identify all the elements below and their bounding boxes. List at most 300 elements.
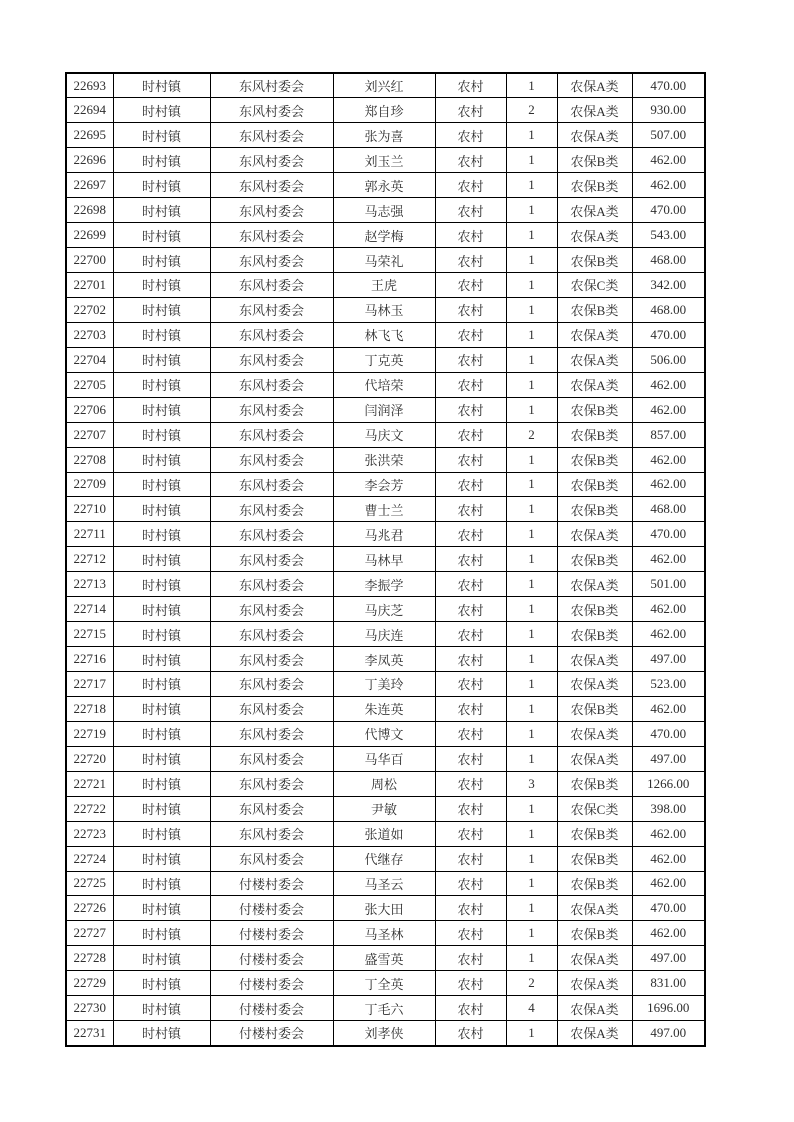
cell-person-name: 尹敏 [333, 796, 435, 821]
cell-record-id: 22723 [66, 821, 113, 846]
cell-person-name: 代培荣 [333, 372, 435, 397]
cell-person-count: 1 [506, 572, 557, 597]
cell-town: 时村镇 [113, 148, 210, 173]
cell-town: 时村镇 [113, 871, 210, 896]
cell-amount: 470.00 [632, 896, 705, 921]
cell-residence-type: 农村 [435, 173, 506, 198]
cell-insurance-category: 农保A类 [557, 946, 632, 971]
cell-person-name: 周松 [333, 771, 435, 796]
cell-town: 时村镇 [113, 297, 210, 322]
cell-amount: 462.00 [632, 821, 705, 846]
cell-residence-type: 农村 [435, 871, 506, 896]
cell-record-id: 22715 [66, 622, 113, 647]
cell-town: 时村镇 [113, 821, 210, 846]
cell-village-committee: 东风村委会 [210, 372, 333, 397]
cell-record-id: 22701 [66, 273, 113, 298]
cell-person-name: 李会芳 [333, 472, 435, 497]
cell-person-count: 1 [506, 921, 557, 946]
cell-village-committee: 东风村委会 [210, 846, 333, 871]
cell-insurance-category: 农保A类 [557, 672, 632, 697]
cell-insurance-category: 农保A类 [557, 198, 632, 223]
cell-town: 时村镇 [113, 422, 210, 447]
cell-person-count: 1 [506, 397, 557, 422]
cell-village-committee: 东风村委会 [210, 397, 333, 422]
cell-record-id: 22731 [66, 1021, 113, 1046]
cell-town: 时村镇 [113, 273, 210, 298]
cell-town: 时村镇 [113, 946, 210, 971]
cell-person-name: 张为喜 [333, 123, 435, 148]
cell-record-id: 22705 [66, 372, 113, 397]
cell-record-id: 22708 [66, 447, 113, 472]
cell-residence-type: 农村 [435, 921, 506, 946]
cell-insurance-category: 农保B类 [557, 497, 632, 522]
cell-person-count: 1 [506, 148, 557, 173]
cell-residence-type: 农村 [435, 522, 506, 547]
cell-person-count: 1 [506, 946, 557, 971]
cell-record-id: 22711 [66, 522, 113, 547]
cell-residence-type: 农村 [435, 248, 506, 273]
cell-residence-type: 农村 [435, 347, 506, 372]
cell-residence-type: 农村 [435, 771, 506, 796]
table-row [66, 347, 705, 372]
cell-person-name: 代继存 [333, 846, 435, 871]
table-row [66, 273, 705, 298]
cell-person-name: 林飞飞 [333, 322, 435, 347]
table-row [66, 946, 705, 971]
cell-town: 时村镇 [113, 497, 210, 522]
cell-town: 时村镇 [113, 123, 210, 148]
cell-town: 时村镇 [113, 173, 210, 198]
cell-person-name: 闫润泽 [333, 397, 435, 422]
cell-person-count: 1 [506, 871, 557, 896]
cell-amount: 831.00 [632, 971, 705, 996]
cell-record-id: 22722 [66, 796, 113, 821]
cell-village-committee: 东风村委会 [210, 672, 333, 697]
cell-amount: 470.00 [632, 721, 705, 746]
cell-amount: 507.00 [632, 123, 705, 148]
cell-village-committee: 东风村委会 [210, 547, 333, 572]
cell-town: 时村镇 [113, 397, 210, 422]
cell-village-committee: 东风村委会 [210, 622, 333, 647]
cell-village-committee: 东风村委会 [210, 123, 333, 148]
table-row [66, 98, 705, 123]
cell-record-id: 22729 [66, 971, 113, 996]
table-row [66, 547, 705, 572]
cell-record-id: 22726 [66, 896, 113, 921]
cell-insurance-category: 农保A类 [557, 522, 632, 547]
cell-amount: 462.00 [632, 447, 705, 472]
cell-insurance-category: 农保B类 [557, 597, 632, 622]
cell-record-id: 22710 [66, 497, 113, 522]
cell-town: 时村镇 [113, 846, 210, 871]
cell-amount: 468.00 [632, 497, 705, 522]
cell-person-name: 马庆连 [333, 622, 435, 647]
cell-amount: 342.00 [632, 273, 705, 298]
cell-insurance-category: 农保A类 [557, 372, 632, 397]
cell-insurance-category: 农保B类 [557, 871, 632, 896]
cell-residence-type: 农村 [435, 547, 506, 572]
cell-record-id: 22716 [66, 647, 113, 672]
table-row [66, 173, 705, 198]
cell-residence-type: 农村 [435, 322, 506, 347]
cell-residence-type: 农村 [435, 746, 506, 771]
cell-village-committee: 付楼村委会 [210, 996, 333, 1021]
cell-record-id: 22719 [66, 721, 113, 746]
cell-person-count: 1 [506, 173, 557, 198]
cell-insurance-category: 农保C类 [557, 273, 632, 298]
cell-amount: 462.00 [632, 871, 705, 896]
cell-residence-type: 农村 [435, 123, 506, 148]
cell-residence-type: 农村 [435, 896, 506, 921]
cell-residence-type: 农村 [435, 572, 506, 597]
cell-record-id: 22721 [66, 771, 113, 796]
cell-person-count: 4 [506, 996, 557, 1021]
cell-insurance-category: 农保A类 [557, 996, 632, 1021]
cell-person-name: 马华百 [333, 746, 435, 771]
cell-amount: 462.00 [632, 921, 705, 946]
cell-town: 时村镇 [113, 672, 210, 697]
cell-insurance-category: 农保A类 [557, 746, 632, 771]
cell-record-id: 22696 [66, 148, 113, 173]
cell-person-count: 1 [506, 123, 557, 148]
cell-residence-type: 农村 [435, 198, 506, 223]
cell-insurance-category: 农保B类 [557, 248, 632, 273]
table-row [66, 746, 705, 771]
cell-record-id: 22699 [66, 223, 113, 248]
table-row [66, 148, 705, 173]
cell-person-count: 1 [506, 846, 557, 871]
cell-record-id: 22712 [66, 547, 113, 572]
cell-residence-type: 农村 [435, 73, 506, 98]
table-row [66, 672, 705, 697]
cell-town: 时村镇 [113, 796, 210, 821]
cell-amount: 497.00 [632, 946, 705, 971]
cell-residence-type: 农村 [435, 996, 506, 1021]
cell-person-name: 刘孝侠 [333, 1021, 435, 1046]
cell-person-count: 1 [506, 622, 557, 647]
cell-person-count: 3 [506, 771, 557, 796]
cell-amount: 468.00 [632, 248, 705, 273]
cell-amount: 462.00 [632, 173, 705, 198]
cell-insurance-category: 农保A类 [557, 98, 632, 123]
cell-person-count: 1 [506, 248, 557, 273]
cell-town: 时村镇 [113, 647, 210, 672]
cell-person-name: 盛雪英 [333, 946, 435, 971]
cell-person-count: 1 [506, 796, 557, 821]
table-row [66, 721, 705, 746]
cell-record-id: 22697 [66, 173, 113, 198]
cell-record-id: 22694 [66, 98, 113, 123]
cell-person-count: 1 [506, 821, 557, 846]
cell-town: 时村镇 [113, 472, 210, 497]
cell-residence-type: 农村 [435, 597, 506, 622]
cell-residence-type: 农村 [435, 447, 506, 472]
cell-insurance-category: 农保A类 [557, 721, 632, 746]
cell-insurance-category: 农保C类 [557, 796, 632, 821]
cell-person-count: 1 [506, 647, 557, 672]
cell-village-committee: 东风村委会 [210, 347, 333, 372]
cell-record-id: 22724 [66, 846, 113, 871]
cell-residence-type: 农村 [435, 647, 506, 672]
cell-insurance-category: 农保B类 [557, 846, 632, 871]
table-row [66, 846, 705, 871]
cell-person-count: 1 [506, 223, 557, 248]
cell-record-id: 22698 [66, 198, 113, 223]
cell-amount: 497.00 [632, 746, 705, 771]
cell-village-committee: 东风村委会 [210, 447, 333, 472]
cell-insurance-category: 农保A类 [557, 223, 632, 248]
cell-town: 时村镇 [113, 198, 210, 223]
cell-amount: 462.00 [632, 148, 705, 173]
cell-town: 时村镇 [113, 347, 210, 372]
table-body [66, 73, 705, 1046]
cell-insurance-category: 农保A类 [557, 73, 632, 98]
cell-person-count: 1 [506, 447, 557, 472]
cell-village-committee: 付楼村委会 [210, 946, 333, 971]
cell-village-committee: 东风村委会 [210, 248, 333, 273]
cell-person-count: 1 [506, 1021, 557, 1046]
cell-insurance-category: 农保B类 [557, 921, 632, 946]
cell-amount: 462.00 [632, 372, 705, 397]
cell-person-count: 1 [506, 322, 557, 347]
table-row [66, 297, 705, 322]
cell-amount: 462.00 [632, 696, 705, 721]
cell-village-committee: 东风村委会 [210, 497, 333, 522]
cell-insurance-category: 农保A类 [557, 971, 632, 996]
cell-record-id: 22717 [66, 672, 113, 697]
cell-town: 时村镇 [113, 696, 210, 721]
cell-person-count: 1 [506, 273, 557, 298]
cell-person-name: 朱连英 [333, 696, 435, 721]
cell-amount: 462.00 [632, 397, 705, 422]
cell-insurance-category: 农保B类 [557, 148, 632, 173]
cell-person-name: 郑自珍 [333, 98, 435, 123]
cell-insurance-category: 农保B类 [557, 472, 632, 497]
cell-record-id: 22693 [66, 73, 113, 98]
cell-amount: 470.00 [632, 73, 705, 98]
cell-person-count: 1 [506, 472, 557, 497]
cell-person-name: 马兆君 [333, 522, 435, 547]
cell-record-id: 22728 [66, 946, 113, 971]
cell-amount: 398.00 [632, 796, 705, 821]
cell-residence-type: 农村 [435, 472, 506, 497]
cell-insurance-category: 农保B类 [557, 771, 632, 796]
cell-person-count: 1 [506, 746, 557, 771]
table-row [66, 1021, 705, 1046]
cell-village-committee: 东风村委会 [210, 796, 333, 821]
cell-village-committee: 东风村委会 [210, 696, 333, 721]
cell-person-count: 1 [506, 497, 557, 522]
table-row [66, 73, 705, 98]
cell-town: 时村镇 [113, 622, 210, 647]
cell-town: 时村镇 [113, 322, 210, 347]
cell-town: 时村镇 [113, 971, 210, 996]
cell-amount: 497.00 [632, 647, 705, 672]
cell-residence-type: 农村 [435, 397, 506, 422]
cell-person-name: 马圣林 [333, 921, 435, 946]
table-row [66, 971, 705, 996]
cell-town: 时村镇 [113, 547, 210, 572]
cell-person-count: 2 [506, 98, 557, 123]
cell-person-name: 马庆文 [333, 422, 435, 447]
cell-village-committee: 东风村委会 [210, 422, 333, 447]
cell-person-name: 刘玉兰 [333, 148, 435, 173]
cell-person-name: 曹士兰 [333, 497, 435, 522]
cell-village-committee: 东风村委会 [210, 223, 333, 248]
cell-record-id: 22695 [66, 123, 113, 148]
cell-person-name: 张洪荣 [333, 447, 435, 472]
cell-insurance-category: 农保A类 [557, 1021, 632, 1046]
cell-village-committee: 付楼村委会 [210, 896, 333, 921]
cell-residence-type: 农村 [435, 721, 506, 746]
cell-residence-type: 农村 [435, 622, 506, 647]
cell-amount: 523.00 [632, 672, 705, 697]
table-row [66, 622, 705, 647]
table-row [66, 397, 705, 422]
cell-record-id: 22725 [66, 871, 113, 896]
cell-residence-type: 农村 [435, 273, 506, 298]
cell-insurance-category: 农保A类 [557, 347, 632, 372]
cell-person-name: 李振学 [333, 572, 435, 597]
cell-insurance-category: 农保B类 [557, 173, 632, 198]
cell-insurance-category: 农保B类 [557, 297, 632, 322]
table-row [66, 597, 705, 622]
cell-person-count: 2 [506, 971, 557, 996]
cell-person-name: 赵学梅 [333, 223, 435, 248]
cell-person-count: 1 [506, 73, 557, 98]
table-row [66, 497, 705, 522]
cell-village-committee: 东风村委会 [210, 322, 333, 347]
cell-person-name: 马志强 [333, 198, 435, 223]
cell-person-count: 1 [506, 597, 557, 622]
cell-insurance-category: 农保B类 [557, 622, 632, 647]
table-row [66, 871, 705, 896]
cell-person-name: 王虎 [333, 273, 435, 298]
cell-town: 时村镇 [113, 1021, 210, 1046]
cell-person-count: 1 [506, 721, 557, 746]
cell-village-committee: 东风村委会 [210, 73, 333, 98]
cell-person-count: 1 [506, 696, 557, 721]
cell-amount: 543.00 [632, 223, 705, 248]
cell-record-id: 22714 [66, 597, 113, 622]
cell-amount: 470.00 [632, 322, 705, 347]
cell-amount: 497.00 [632, 1021, 705, 1046]
cell-residence-type: 农村 [435, 148, 506, 173]
cell-village-committee: 东风村委会 [210, 173, 333, 198]
cell-amount: 462.00 [632, 846, 705, 871]
table-row [66, 223, 705, 248]
cell-record-id: 22727 [66, 921, 113, 946]
table-row [66, 198, 705, 223]
cell-record-id: 22730 [66, 996, 113, 1021]
table-row [66, 123, 705, 148]
cell-amount: 468.00 [632, 297, 705, 322]
cell-person-name: 马荣礼 [333, 248, 435, 273]
cell-insurance-category: 农保A类 [557, 647, 632, 672]
cell-residence-type: 农村 [435, 796, 506, 821]
cell-amount: 462.00 [632, 547, 705, 572]
cell-town: 时村镇 [113, 996, 210, 1021]
cell-record-id: 22702 [66, 297, 113, 322]
cell-village-committee: 付楼村委会 [210, 1021, 333, 1046]
table-row [66, 248, 705, 273]
cell-person-name: 马圣云 [333, 871, 435, 896]
cell-person-count: 1 [506, 198, 557, 223]
cell-village-committee: 东风村委会 [210, 472, 333, 497]
cell-residence-type: 农村 [435, 497, 506, 522]
cell-town: 时村镇 [113, 522, 210, 547]
cell-amount: 1266.00 [632, 771, 705, 796]
cell-residence-type: 农村 [435, 672, 506, 697]
cell-insurance-category: 农保B类 [557, 821, 632, 846]
cell-village-committee: 付楼村委会 [210, 971, 333, 996]
cell-insurance-category: 农保A类 [557, 572, 632, 597]
cell-person-count: 1 [506, 522, 557, 547]
cell-amount: 1696.00 [632, 996, 705, 1021]
cell-village-committee: 东风村委会 [210, 746, 333, 771]
cell-person-name: 张道如 [333, 821, 435, 846]
cell-amount: 462.00 [632, 472, 705, 497]
cell-village-committee: 东风村委会 [210, 148, 333, 173]
cell-town: 时村镇 [113, 98, 210, 123]
table-row [66, 522, 705, 547]
cell-person-count: 1 [506, 547, 557, 572]
cell-person-name: 丁克英 [333, 347, 435, 372]
cell-residence-type: 农村 [435, 297, 506, 322]
cell-residence-type: 农村 [435, 846, 506, 871]
cell-person-count: 1 [506, 347, 557, 372]
cell-town: 时村镇 [113, 447, 210, 472]
cell-town: 时村镇 [113, 771, 210, 796]
cell-insurance-category: 农保B类 [557, 447, 632, 472]
cell-village-committee: 东风村委会 [210, 273, 333, 298]
table-row [66, 821, 705, 846]
cell-person-count: 2 [506, 422, 557, 447]
cell-insurance-category: 农保B类 [557, 422, 632, 447]
table-row [66, 896, 705, 921]
cell-record-id: 22706 [66, 397, 113, 422]
cell-town: 时村镇 [113, 746, 210, 771]
cell-residence-type: 农村 [435, 946, 506, 971]
benefits-table [65, 72, 706, 1047]
table-row [66, 322, 705, 347]
cell-village-committee: 东风村委会 [210, 522, 333, 547]
cell-village-committee: 东风村委会 [210, 572, 333, 597]
cell-record-id: 22713 [66, 572, 113, 597]
cell-town: 时村镇 [113, 721, 210, 746]
cell-amount: 506.00 [632, 347, 705, 372]
cell-record-id: 22707 [66, 422, 113, 447]
cell-residence-type: 农村 [435, 422, 506, 447]
cell-insurance-category: 农保A类 [557, 322, 632, 347]
cell-person-name: 刘兴红 [333, 73, 435, 98]
cell-town: 时村镇 [113, 597, 210, 622]
cell-person-name: 马庆芝 [333, 597, 435, 622]
cell-village-committee: 东风村委会 [210, 597, 333, 622]
cell-town: 时村镇 [113, 921, 210, 946]
cell-village-committee: 付楼村委会 [210, 921, 333, 946]
table-row [66, 422, 705, 447]
cell-record-id: 22720 [66, 746, 113, 771]
cell-amount: 930.00 [632, 98, 705, 123]
cell-amount: 462.00 [632, 622, 705, 647]
table-row [66, 372, 705, 397]
table-row [66, 921, 705, 946]
cell-residence-type: 农村 [435, 971, 506, 996]
table-row [66, 647, 705, 672]
cell-insurance-category: 农保A类 [557, 896, 632, 921]
cell-person-name: 李凤英 [333, 647, 435, 672]
